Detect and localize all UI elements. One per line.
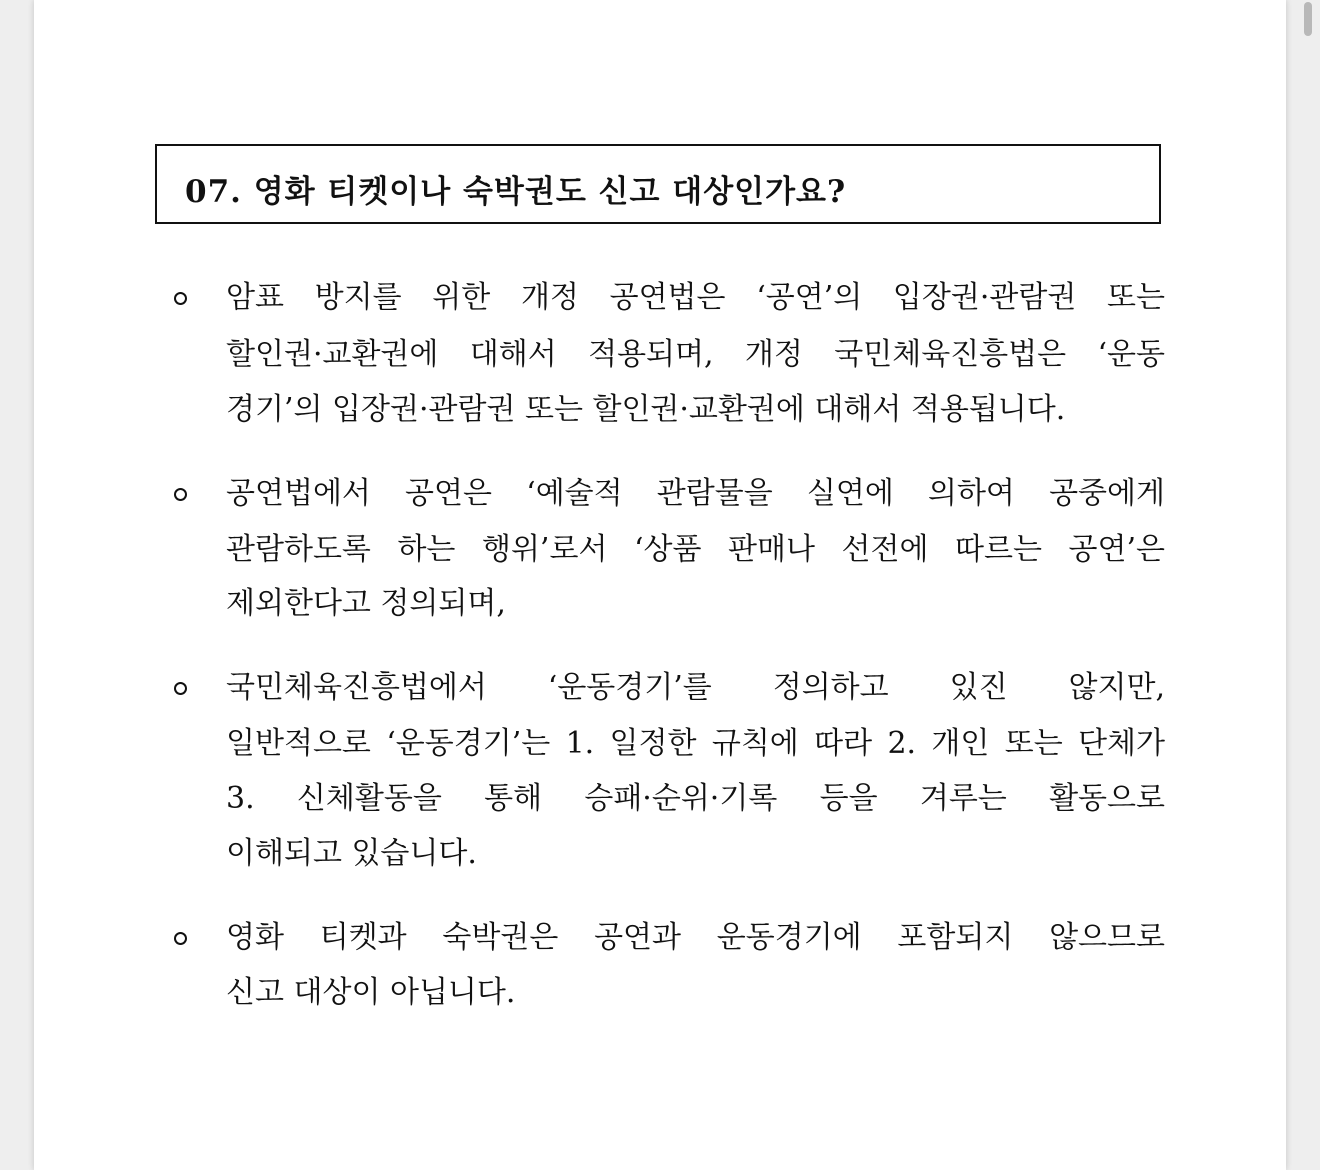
vertical-scrollbar[interactable]: [1298, 0, 1320, 1170]
answer-paragraph-1: [174, 278, 1168, 438]
answer-paragraph-2: [174, 474, 1168, 634]
paragraph-line: 경기’의 입장권·관람권 또는 할인권·교환권에 대해서 적용됩니다.: [226, 392, 1066, 427]
document-page: [34, 0, 1286, 1170]
scrollbar-thumb[interactable]: [1304, 2, 1312, 36]
hollow-circle-bullet-icon: [174, 488, 187, 501]
question-title-box: [155, 144, 1161, 224]
question-title: 07. 영화 티켓이나 숙박권도 신고 대상인가요?: [185, 174, 847, 210]
hollow-circle-bullet-icon: [174, 682, 187, 695]
paragraph-line: 일반적으로 ‘운동경기’는 1. 일정한 규칙에 따라 2. 개인 또는 단체가: [226, 726, 1165, 761]
paragraph-line: 공연법에서 공연은 ‘예술적 관람물을 실연에 의하여 공중에게: [226, 476, 1165, 511]
paragraph-line: 3. 신체활동을 통해 승패·순위·기록 등을 겨루는 활동으로: [226, 781, 1165, 816]
paragraph-line: 이해되고 있습니다.: [226, 836, 477, 871]
paragraph-line: 관람하도록 하는 행위’로서 ‘상품 판매나 선전에 따르는 공연’은: [226, 532, 1165, 567]
hollow-circle-bullet-icon: [174, 292, 187, 305]
paragraph-line: 암표 방지를 위한 개정 공연법은 ‘공연’의 입장권·관람권 또는: [226, 280, 1165, 315]
hollow-circle-bullet-icon: [174, 932, 187, 945]
paragraph-line: 신고 대상이 아닙니다.: [226, 975, 516, 1010]
paragraph-line: 제외한다고 정의되며,: [226, 586, 506, 621]
answer-paragraph-4: [174, 918, 1168, 1018]
paragraph-line: 할인권·교환권에 대해서 적용되며, 개정 국민체육진흥법은 ‘운동: [226, 337, 1165, 372]
paragraph-line: 국민체육진흥법에서 ‘운동경기’를 정의하고 있진 않지만,: [226, 670, 1165, 705]
answer-paragraph-3: [174, 668, 1168, 878]
paragraph-line: 영화 티켓과 숙박권은 공연과 운동경기에 포함되지 않으므로: [226, 920, 1165, 955]
